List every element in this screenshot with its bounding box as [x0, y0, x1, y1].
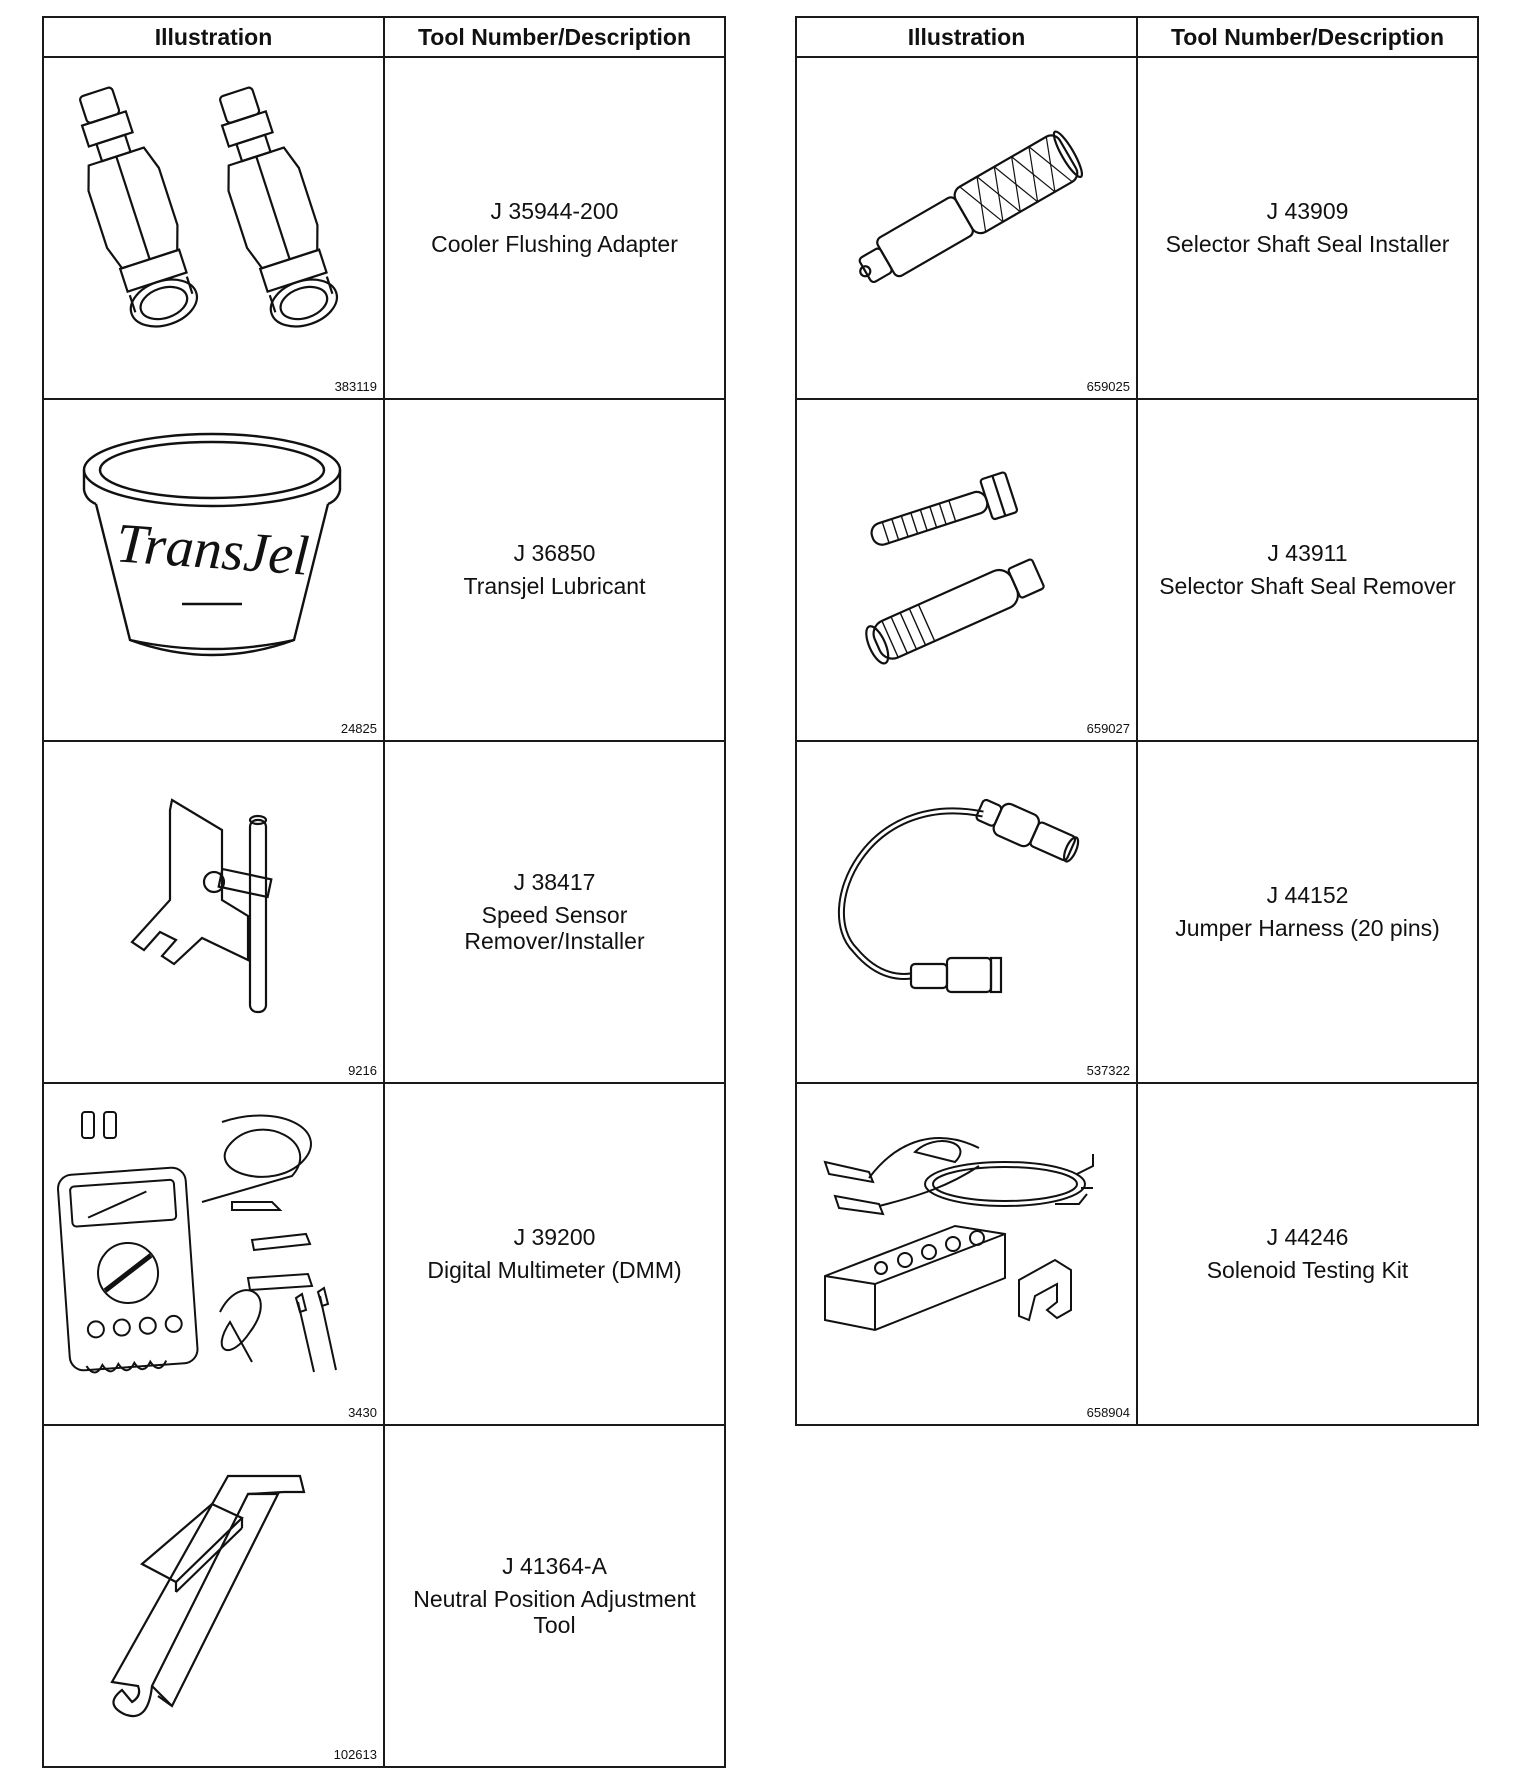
table-row	[796, 1083, 1478, 1425]
illustration-header: Illustration	[796, 17, 1137, 57]
tool-description: Cooler Flushing Adapter	[431, 231, 678, 257]
tool-description: Speed Sensor Remover/Installer	[464, 902, 645, 954]
transjel-logo: TransJel	[114, 512, 311, 588]
table-header-row	[43, 17, 725, 57]
figure-number: 537322	[1086, 1063, 1130, 1078]
illustration-cell	[43, 1083, 384, 1425]
seal-installer-icon	[805, 66, 1125, 366]
illustration-cell	[796, 1083, 1137, 1425]
speed-sensor-tool-icon	[52, 750, 372, 1050]
tool-description: Neutral Position Adjustment Tool	[413, 1586, 696, 1638]
tool-number: J 36850	[513, 539, 596, 566]
tool-number: J 41364-A	[502, 1553, 607, 1580]
table-header-row	[796, 17, 1478, 57]
tool-description-cell	[384, 741, 725, 1083]
right-tools-table	[795, 16, 1479, 1426]
figure-number: 383119	[334, 379, 377, 394]
figure-number: 102613	[333, 1747, 377, 1762]
illustration-cell	[796, 741, 1137, 1083]
tool-description: Jumper Harness (20 pins)	[1175, 915, 1440, 941]
figure-number: 659027	[1086, 721, 1130, 736]
tool-description: Selector Shaft Seal Installer	[1165, 231, 1450, 257]
tool-description-cell	[1137, 57, 1478, 399]
tool-description-cell	[384, 1083, 725, 1425]
transjel-tub-icon	[52, 408, 372, 708]
left-tools-table	[42, 16, 726, 1768]
table-row	[43, 57, 725, 399]
table-row	[796, 399, 1478, 741]
tool-number: J 44246	[1266, 1223, 1349, 1250]
illustration-cell	[43, 1425, 384, 1767]
tool-description-cell	[384, 1425, 725, 1767]
tool-description: Digital Multimeter (DMM)	[427, 1257, 682, 1283]
table-row	[796, 741, 1478, 1083]
tool-number: J 43911	[1267, 539, 1348, 566]
table-row	[43, 399, 725, 741]
tool-description-cell	[1137, 399, 1478, 741]
figure-number: 658904	[1086, 1405, 1130, 1420]
tool-number: J 44152	[1266, 881, 1349, 908]
jumper-harness-icon	[805, 750, 1125, 1050]
illustration-cell	[43, 399, 384, 741]
illustration-cell	[796, 399, 1137, 741]
cooler-flushing-adapter-icon	[52, 66, 372, 366]
tool-description-cell	[384, 57, 725, 399]
tool-description: Transjel Lubricant	[463, 573, 646, 599]
illustration-cell	[43, 57, 384, 399]
tool-description: Selector Shaft Seal Remover	[1159, 573, 1456, 599]
illustration-header: Illustration	[43, 17, 384, 57]
tool-description: Solenoid Testing Kit	[1206, 1257, 1409, 1283]
tool-header: Tool Number/Description	[1137, 17, 1478, 57]
solenoid-kit-icon	[805, 1092, 1125, 1392]
tool-header: Tool Number/Description	[384, 17, 725, 57]
table-row	[43, 1083, 725, 1425]
figure-number: 24825	[340, 721, 377, 736]
tool-number: J 39200	[513, 1223, 596, 1250]
tool-number: J 43909	[1266, 197, 1349, 224]
tool-description-cell	[1137, 741, 1478, 1083]
figure-number: 3430	[348, 1405, 377, 1420]
adjustment-tool-icon	[52, 1434, 372, 1734]
table-row	[43, 741, 725, 1083]
illustration-cell	[796, 57, 1137, 399]
figure-number: 9216	[348, 1063, 377, 1078]
illustration-cell	[43, 741, 384, 1083]
tool-description-cell	[384, 399, 725, 741]
table-row	[43, 1425, 725, 1767]
tool-number: J 35944-200	[490, 197, 619, 224]
figure-number: 659025	[1086, 379, 1130, 394]
table-row	[796, 57, 1478, 399]
seal-remover-icon	[805, 408, 1125, 708]
multimeter-icon	[52, 1092, 372, 1392]
tool-number: J 38417	[513, 869, 596, 896]
tool-description-cell	[1137, 1083, 1478, 1425]
